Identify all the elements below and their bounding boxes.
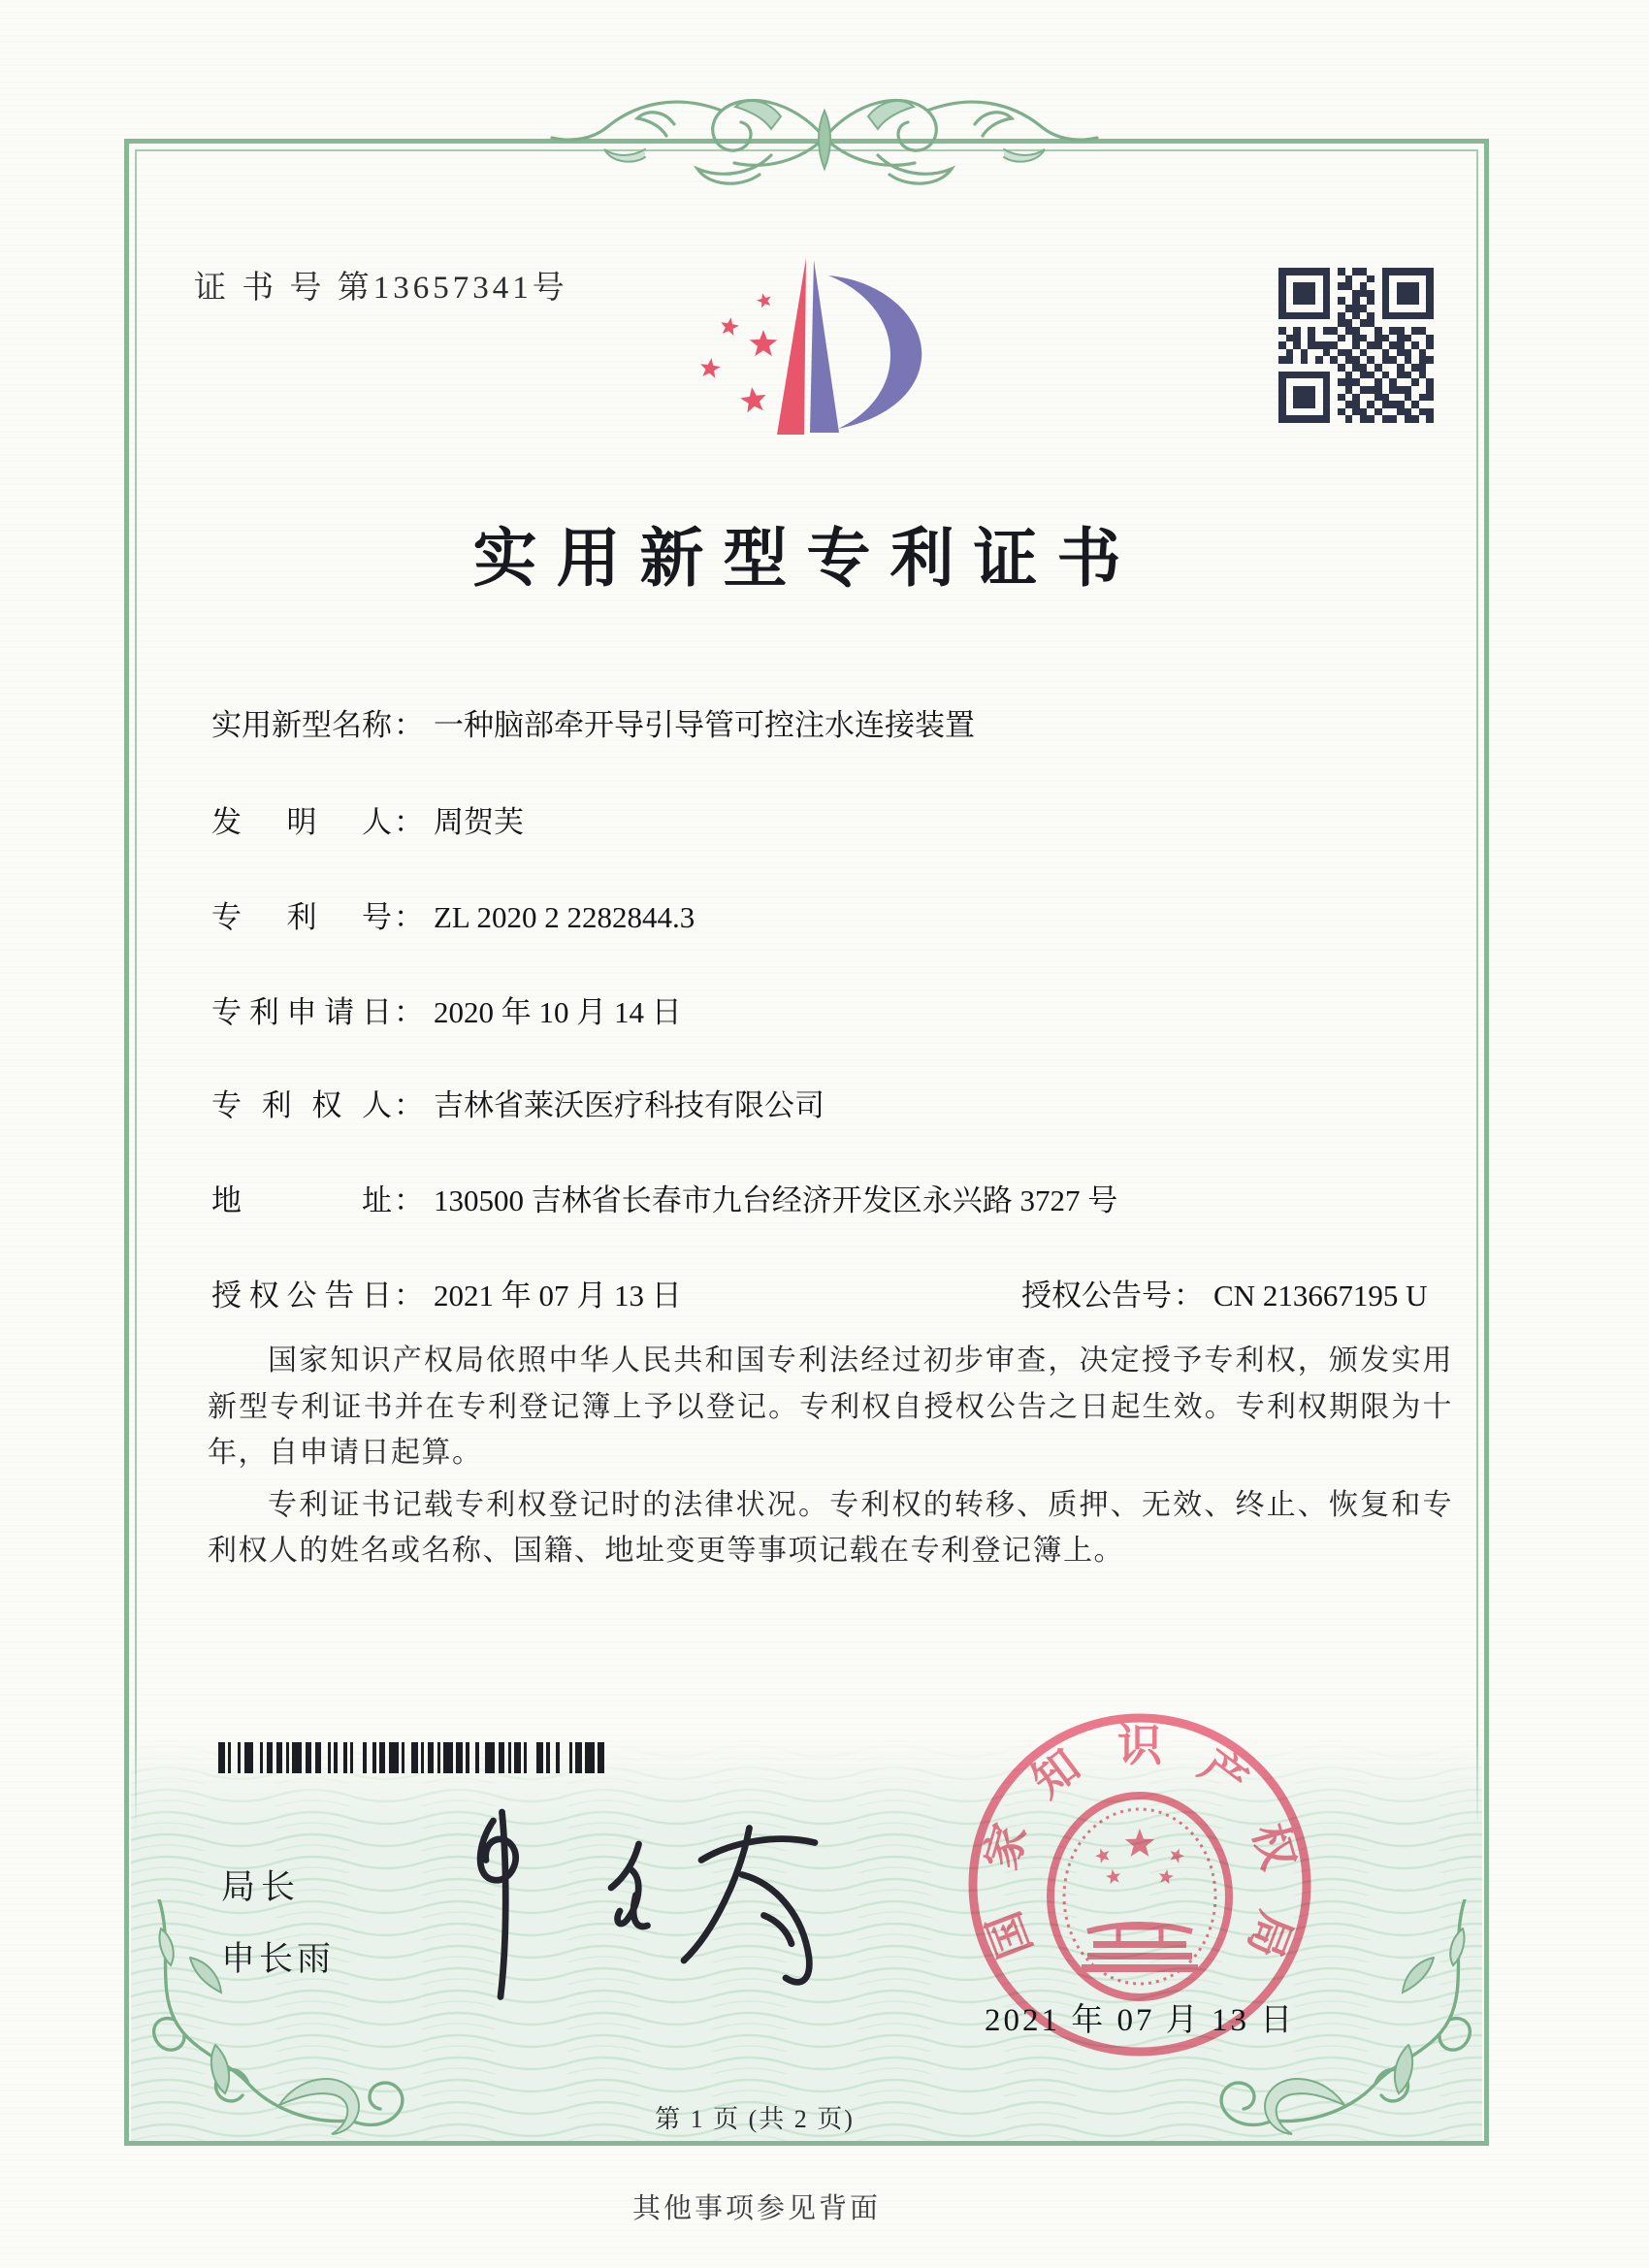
seal-char: 局 xyxy=(1238,1904,1302,1965)
field-value: 130500 吉林省长春市九台经济开发区永兴路 3727 号 xyxy=(434,1183,1118,1217)
cnipa-logo-icon xyxy=(681,250,933,440)
field-value: 周贺芙 xyxy=(434,805,524,839)
page-indicator: 第 1 页 (共 2 页) xyxy=(655,2105,855,2133)
field-row-utility-model-name xyxy=(211,700,975,744)
seal-char: 权 xyxy=(1244,1818,1304,1875)
body-paragraph-1: 国家知识产权局依照中华人民共和国专利法经过初步审查，决定授予专利权，颁发实用新型专利证书并在专利登记簿上予以登记。专利权自授权公告之日起生效。专利权期限为十年，自申请日起算。 xyxy=(208,1345,1453,1469)
director-title-label: 局长 xyxy=(221,1868,302,1906)
field-row-filing-date xyxy=(211,988,682,1031)
field-label: 实用新型名称 xyxy=(211,708,392,742)
field-label: 专利号 xyxy=(211,900,392,934)
certificate-title: 实用新型专利证书 xyxy=(472,524,1141,595)
field-value: 2020 年 10 月 14 日 xyxy=(434,995,682,1029)
field-colon: ： xyxy=(394,805,424,839)
field-label: 授权公告号 xyxy=(1021,1279,1172,1312)
field-label: 授权公告日 xyxy=(211,1279,392,1312)
legal-body-text xyxy=(208,1338,1453,1580)
field-label: 专利申请日 xyxy=(211,995,392,1029)
body-paragraph-2: 专利证书记载专利权登记时的法律状况。专利权的转移、质押、无效、终止、恢复和专利权人的姓名或名称、国籍、地址变更等事项记载在专利登记簿上。 xyxy=(208,1488,1453,1567)
field-row-patentee xyxy=(211,1081,824,1124)
field-label: 地址 xyxy=(211,1183,392,1217)
seal-char: 产 xyxy=(1190,1740,1257,1807)
field-value: 2021 年 07 月 13 日 xyxy=(434,1279,682,1312)
barcode xyxy=(218,1742,604,1773)
qr-code xyxy=(1278,268,1434,423)
seal-char: 知 xyxy=(1022,1740,1089,1807)
seal-char: 识 xyxy=(1117,1721,1162,1770)
top-border-flourish-ornament xyxy=(548,78,1101,194)
back-side-note: 其他事项参见背面 xyxy=(632,2193,882,2224)
grant-number-group xyxy=(1021,1271,1427,1314)
certificate-number: 证 书 号 第13657341号 xyxy=(194,271,568,306)
field-value: ZL 2020 2 2282844.3 xyxy=(434,900,695,934)
field-colon: ： xyxy=(394,900,424,934)
field-row-inventor xyxy=(211,797,524,841)
grant-seal-date: 2021 年 07 月 13 日 xyxy=(985,2003,1296,2038)
national-emblem xyxy=(1051,1796,1229,1997)
field-colon: ： xyxy=(394,1183,424,1217)
field-colon: ： xyxy=(394,708,424,742)
field-row-patent-number xyxy=(211,892,695,936)
field-row-grant xyxy=(211,1271,1463,1314)
field-label: 发明人 xyxy=(211,805,392,839)
director-name-label: 申长雨 xyxy=(221,1940,336,1978)
seal-char: 国 xyxy=(978,1904,1042,1965)
field-label: 专利权人 xyxy=(211,1088,392,1122)
field-value: CN 213667195 U xyxy=(1213,1279,1428,1312)
director-signature-handwriting xyxy=(448,1797,856,2020)
field-colon: ： xyxy=(394,1279,424,1312)
field-colon: ： xyxy=(1174,1279,1204,1312)
field-row-address xyxy=(211,1176,1117,1219)
field-value: 一种脑部牵开导引导管可控注水连接装置 xyxy=(434,708,975,742)
field-value: 吉林省莱沃医疗科技有限公司 xyxy=(434,1088,824,1122)
seal-char: 家 xyxy=(976,1818,1036,1875)
field-colon: ： xyxy=(394,1088,424,1122)
field-colon: ： xyxy=(394,995,424,1029)
